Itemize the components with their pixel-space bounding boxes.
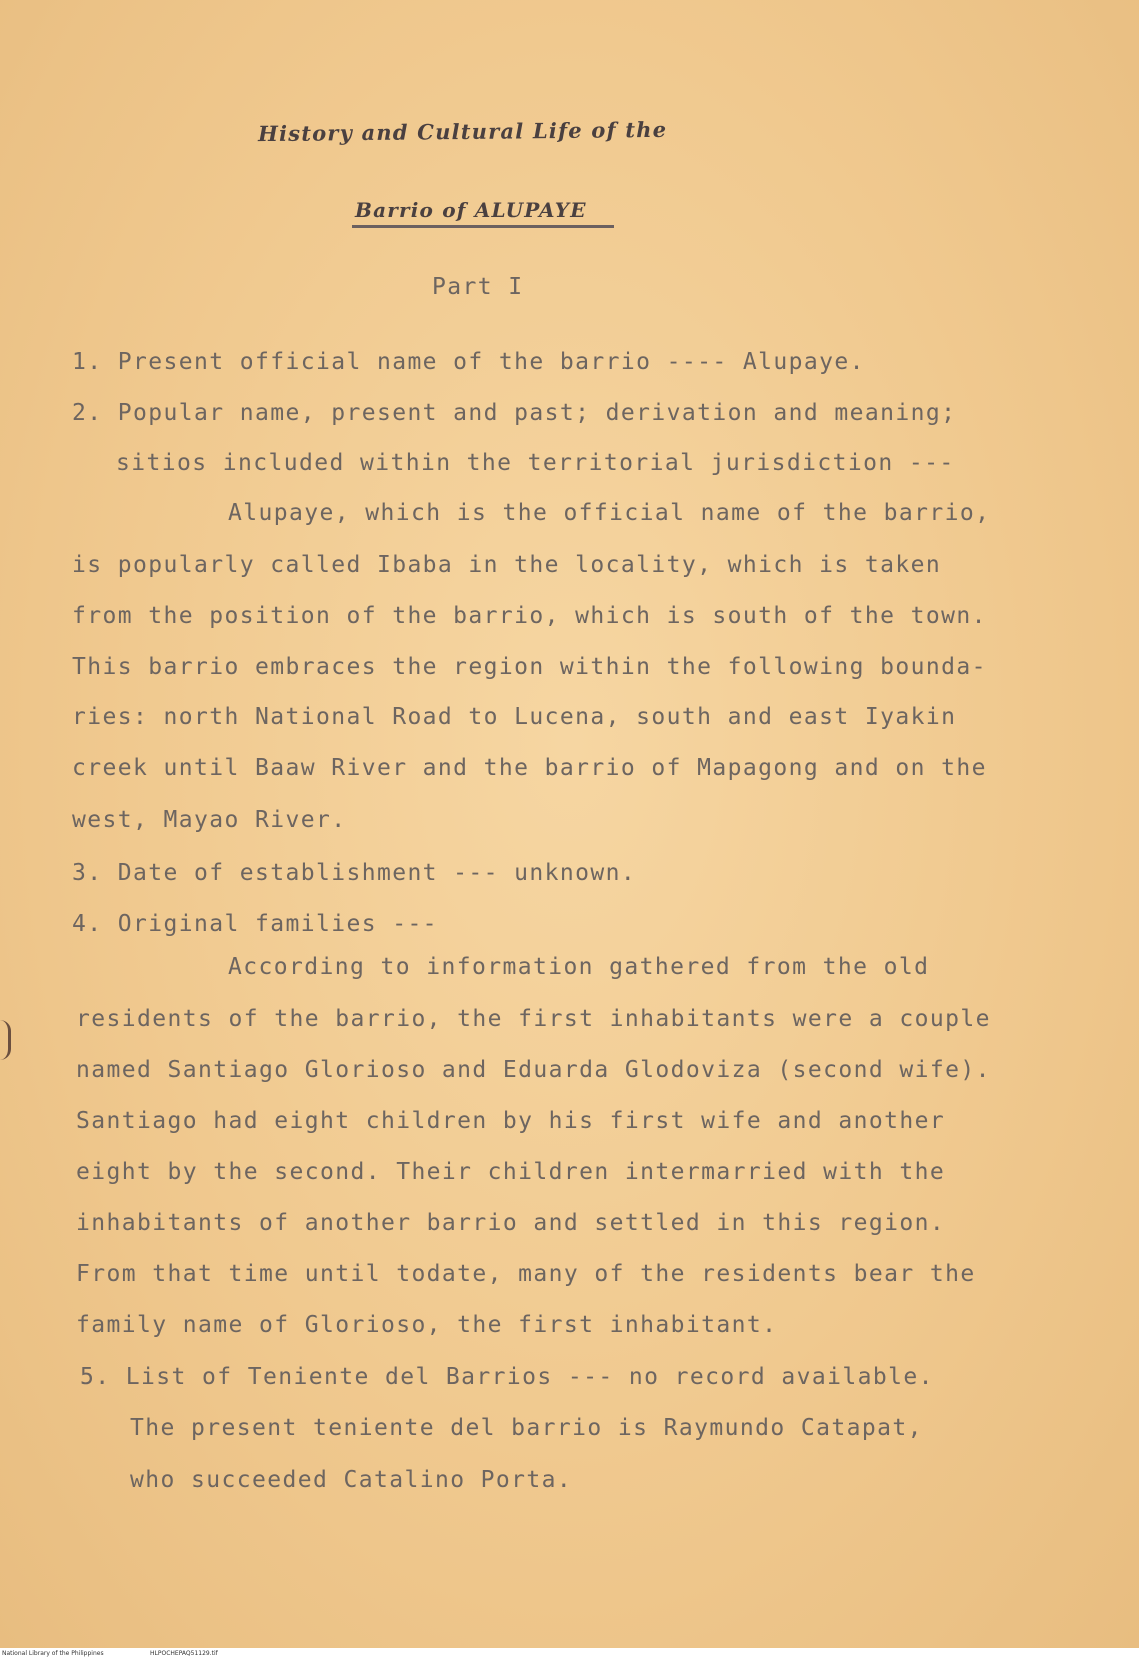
- body-line-19: From that time until todate, many of the residents bear the: [76, 1261, 976, 1287]
- body-line-11: 3. Date of establishment --- unknown.: [72, 860, 637, 886]
- subtitle-underline: [352, 225, 614, 228]
- body-line-23: who succeeded Catalino Porta.: [130, 1467, 573, 1493]
- body-line-21: 5. List of Teniente del Barrios --- no record available.: [80, 1364, 934, 1390]
- document-subtitle: Barrio of ALUPAYE: [355, 198, 587, 222]
- scan-footer: [0, 1649, 1139, 1658]
- body-line-18: inhabitants of another barrio and settled in this region.: [76, 1210, 946, 1236]
- footer-file: HLPOCHEPAQ51129.tif: [150, 1650, 218, 1657]
- footer-library: National Library of the Philippines: [2, 1650, 104, 1657]
- body-line-2: 2. Popular name, present and past; derivation and meaning;: [72, 400, 957, 426]
- body-line-5: is popularly called Ibaba in the locality, which is taken: [72, 552, 942, 578]
- body-line-14: residents of the barrio, the first inhabitants were a couple: [76, 1006, 991, 1032]
- body-line-9: creek until Baaw River and the barrio of Mapagong and on the: [72, 755, 987, 781]
- body-line-12: 4. Original families ---: [72, 911, 438, 937]
- body-line-22: The present teniente del barrio is Raymundo Catapat,: [130, 1415, 923, 1441]
- body-line-10: west, Mayao River.: [72, 807, 347, 833]
- body-line-4: Alupaye, which is the official name of the barrio,: [228, 500, 991, 526]
- body-line-16: Santiago had eight children by his first wife and another: [76, 1108, 946, 1134]
- body-line-20: family name of Glorioso, the first inhabitant.: [76, 1312, 778, 1338]
- paper-edge-mark: [0, 1020, 11, 1060]
- body-line-1: 1. Present official name of the barrio ---- Alupaye.: [72, 349, 865, 375]
- body-line-3: sitios included within the territorial jurisdiction ---: [116, 450, 955, 476]
- body-line-6: from the position of the barrio, which is south of the town.: [72, 603, 987, 629]
- body-line-15: named Santiago Glorioso and Eduarda Glodoviza (second wife).: [76, 1057, 991, 1083]
- body-line-8: ries: north National Road to Lucena, south and east Iyakin: [72, 704, 957, 730]
- document-title: History and Cultural Life of the: [257, 116, 668, 147]
- body-line-13: According to information gathered from the old: [228, 954, 930, 980]
- body-line-7: This barrio embraces the region within the following bounda-: [72, 654, 987, 680]
- part-heading: Part I: [432, 274, 524, 300]
- body-line-17: eight by the second. Their children intermarried with the: [76, 1159, 946, 1185]
